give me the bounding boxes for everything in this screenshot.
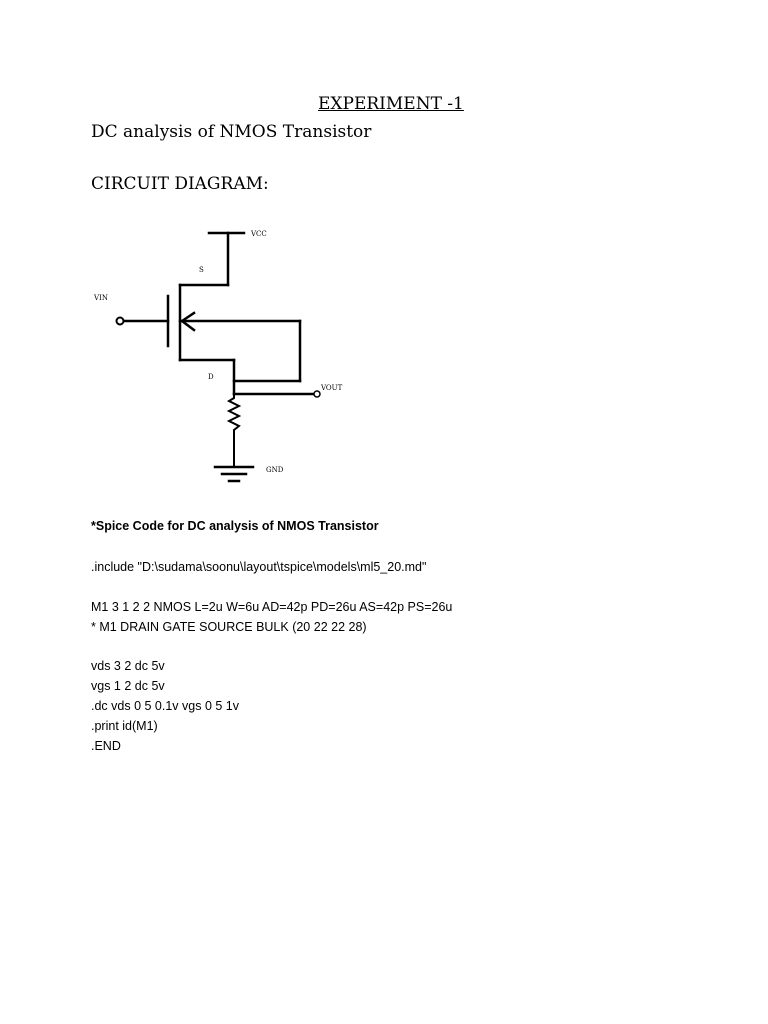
spice-end-line: .END xyxy=(91,739,121,753)
vcc-label: VCC xyxy=(251,230,267,238)
drain-label: D xyxy=(208,373,214,381)
spice-vds-line: vds 3 2 dc 5v xyxy=(91,659,165,673)
circuit-diagram xyxy=(80,215,370,500)
spice-include-line: .include "D:\sudama\soonu\layout\tspice\models\ml5_20.md" xyxy=(91,560,427,574)
vout-label: VOUT xyxy=(321,384,343,392)
source-label: S xyxy=(199,266,204,274)
spice-comment-line: * M1 DRAIN GATE SOURCE BULK (20 22 22 28) xyxy=(91,620,367,634)
section-heading: CIRCUIT DIAGRAM: xyxy=(91,174,269,194)
spice-code-heading: *Spice Code for DC analysis of NMOS Transistor xyxy=(91,519,379,533)
spice-dc-line: .dc vds 0 5 0.1v vgs 0 5 1v xyxy=(91,699,239,713)
experiment-title: EXPERIMENT -1 xyxy=(318,94,464,114)
document-subtitle: DC analysis of NMOS Transistor xyxy=(91,122,372,142)
vin-label: VIN xyxy=(94,294,108,302)
vout-terminal xyxy=(314,391,320,397)
spice-vgs-line: vgs 1 2 dc 5v xyxy=(91,679,165,693)
spice-m1-line: M1 3 1 2 2 NMOS L=2u W=6u AD=42p PD=26u AS=42p PS=26u xyxy=(91,600,453,614)
vin-terminal xyxy=(117,318,124,325)
gnd-label: GND xyxy=(266,466,284,474)
load-resistor xyxy=(229,394,239,467)
spice-print-line: .print id(M1) xyxy=(91,719,158,733)
